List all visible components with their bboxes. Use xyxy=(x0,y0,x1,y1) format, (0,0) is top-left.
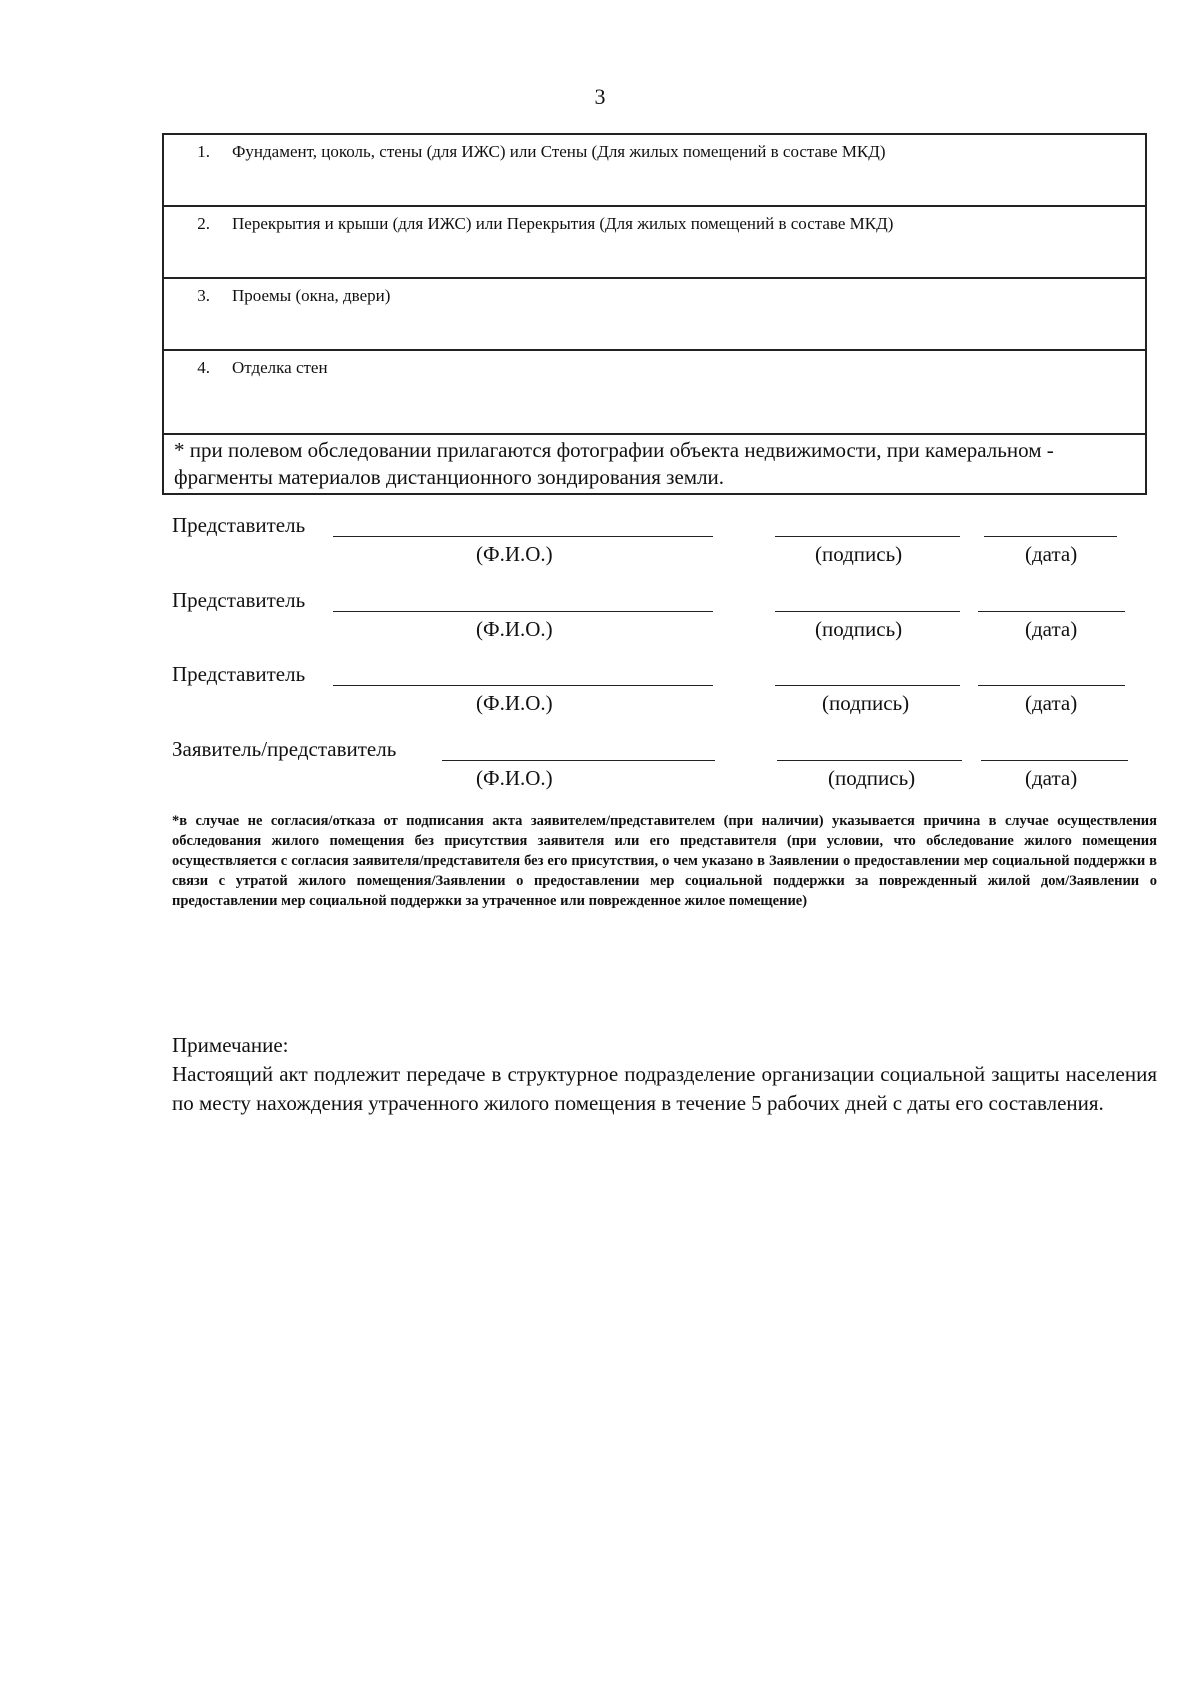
table-row xyxy=(163,278,1146,350)
signature-line xyxy=(777,760,962,761)
table-row-note xyxy=(163,434,1146,494)
signer-label: Представитель xyxy=(172,588,306,612)
fio-hint: (Ф.И.О.) xyxy=(476,766,553,790)
item-number: 4. xyxy=(197,358,210,377)
fio-line xyxy=(333,685,713,686)
page-number: 3 xyxy=(594,84,606,109)
date-hint: (дата) xyxy=(1025,542,1078,566)
signature-line xyxy=(775,536,960,537)
signature-row xyxy=(172,737,1132,807)
date-line xyxy=(984,536,1117,537)
inspection-items-table xyxy=(162,133,1147,495)
date-hint: (дата) xyxy=(1025,617,1078,641)
date-hint: (дата) xyxy=(1025,766,1078,790)
signer-label: Представитель xyxy=(172,513,306,537)
fio-line xyxy=(333,611,713,612)
signature-hint: (подпись) xyxy=(828,766,916,790)
table-row xyxy=(163,206,1146,278)
table-row xyxy=(163,350,1146,434)
fio-line xyxy=(333,536,713,537)
date-line xyxy=(978,611,1125,612)
signature-row xyxy=(172,588,1132,658)
item-number: 2. xyxy=(197,214,210,233)
item-number: 1. xyxy=(197,142,210,161)
table-row xyxy=(163,134,1146,206)
remark-block xyxy=(172,1031,1157,1118)
signature-hint: (подпись) xyxy=(815,617,903,641)
signer-label: Заявитель/представитель xyxy=(172,737,397,761)
signer-label: Представитель xyxy=(172,662,306,686)
item-number: 3. xyxy=(197,286,210,305)
item-text: Перекрытия и крыши (для ИЖС) или Перекрытия (Для жилых помещений в составе МКД) xyxy=(232,214,894,233)
remark-title: Примечание: xyxy=(172,1033,289,1057)
signature-hint: (подпись) xyxy=(822,691,910,715)
refusal-note: *в случае не согласия/отказа от подписания акта заявителем/представителем (при наличии) указывается причина в случае осуществления обследования жилого помещения без присутствия заявителя или его представителя (при условии, что обследование жилого помещения осуществляется с согласия заявителя/представителя без его присутствия, о чем указано в Заявлении о предоставлении мер социальной поддержки в связи с утратой жилого помещения/Заявлении о предоставлении мер социальной поддержки за поврежденный жилой дом/Заявлении о предоставлении мер социальной поддержки за утраченное или поврежденное жилое помещение) xyxy=(172,813,1157,909)
date-line xyxy=(978,685,1125,686)
signature-line xyxy=(775,685,960,686)
signature-line xyxy=(775,611,960,612)
item-text: Отделка стен xyxy=(232,358,328,377)
fio-hint: (Ф.И.О.) xyxy=(476,617,553,641)
signature-row xyxy=(172,662,1132,732)
item-text: Фундамент, цоколь, стены (для ИЖС) или Стены (Для жилых помещений в составе МКД) xyxy=(232,142,886,161)
signature-row xyxy=(172,513,1132,583)
fio-hint: (Ф.И.О.) xyxy=(476,691,553,715)
date-hint: (дата) xyxy=(1025,691,1078,715)
item-text: Проемы (окна, двери) xyxy=(232,286,391,305)
signature-hint: (подпись) xyxy=(815,542,903,566)
date-line xyxy=(981,760,1128,761)
fio-line xyxy=(442,760,715,761)
photo-note: * при полевом обследовании прилагаются фотографии объекта недвижимости, при камеральном - фрагменты материалов дистанционного зондирования земли. xyxy=(163,434,1146,494)
remark-text: Настоящий акт подлежит передаче в структурное подразделение организации социальной защиты населения по месту нахождения утраченного жилого помещения в течение 5 рабочих дней с даты его составления. xyxy=(172,1062,1157,1115)
fio-hint: (Ф.И.О.) xyxy=(476,542,553,566)
